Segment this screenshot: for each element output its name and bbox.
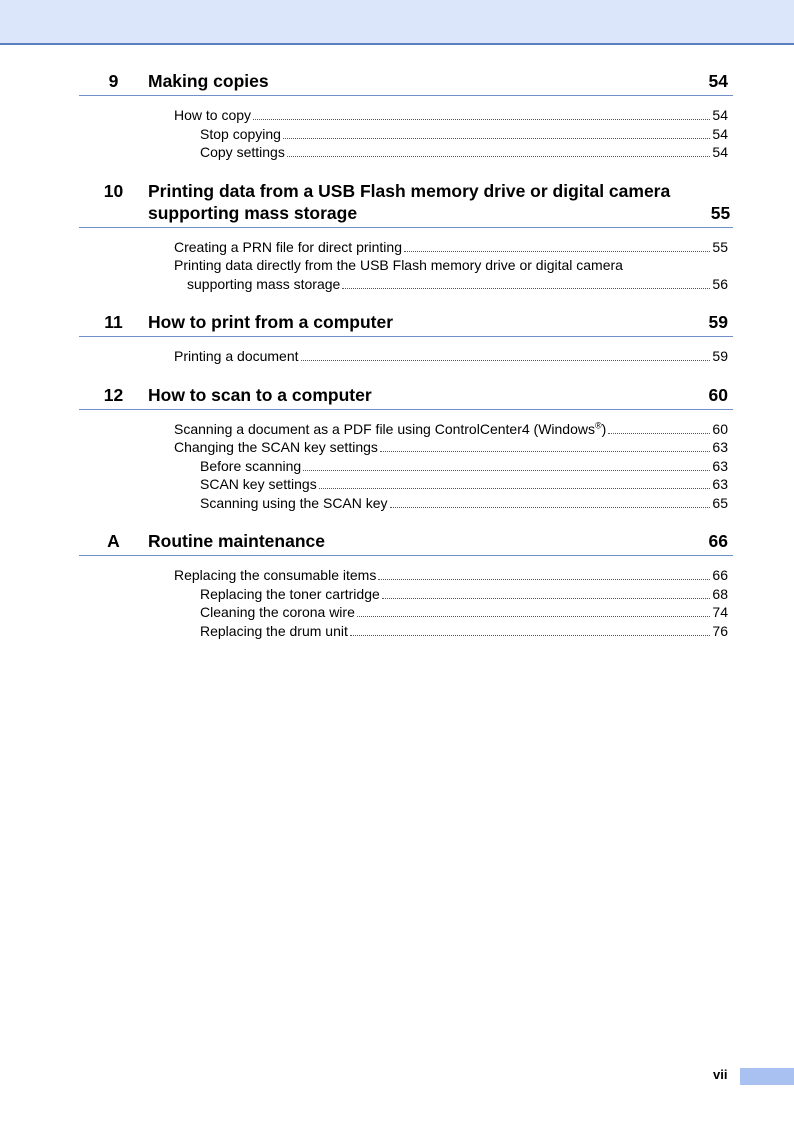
entry-title: Creating a PRN file for direct printing: [174, 238, 402, 255]
chapter-number: 11: [104, 312, 123, 332]
entry-title: Stop copying: [200, 125, 281, 142]
chapter-10: [79, 180, 733, 294]
chapter-number: A: [107, 531, 120, 551]
footer-tab: [740, 1068, 794, 1085]
toc-entry[interactable]: [174, 438, 728, 457]
page-number: vii: [713, 1067, 728, 1082]
chapter-heading[interactable]: [79, 180, 733, 228]
chapter-title-line-2: supporting mass storage: [148, 202, 358, 223]
toc-entry[interactable]: [174, 622, 728, 641]
chapter-11: [79, 311, 733, 366]
toc-entry[interactable]: [174, 603, 728, 622]
entry-title: Replacing the toner cartridge: [200, 585, 380, 602]
toc-entry[interactable]: [174, 143, 728, 162]
toc-entry[interactable]: [174, 106, 728, 125]
chapter-12: [79, 384, 733, 513]
toc-entry[interactable]: [174, 420, 728, 439]
entry-title: SCAN key settings: [200, 476, 317, 492]
dot-leader: [283, 138, 710, 139]
chapter-heading[interactable]: [79, 384, 733, 410]
entry-title: Replacing the consumable items: [174, 567, 377, 583]
dot-leader: [301, 360, 711, 361]
chapter-title: Routine maintenance: [148, 531, 325, 551]
entry-page: 74: [712, 604, 728, 620]
dot-leader: [378, 579, 710, 580]
toc-entry[interactable]: [174, 566, 728, 585]
dot-leader: [404, 251, 710, 252]
entry-title: Before scanning: [200, 457, 302, 474]
chapter-number: 12: [103, 384, 124, 405]
chapter-page: 59: [708, 312, 728, 332]
entry-page: 54: [712, 125, 728, 142]
entry-title-line-1: Printing data directly from the USB Flash memory drive or digital camera: [174, 257, 623, 273]
chapter-page: 55: [710, 202, 731, 223]
chapter-title: How to print from a computer: [148, 312, 393, 332]
entry-page: 60: [712, 420, 728, 437]
dot-leader: [350, 635, 711, 636]
toc-entry[interactable]: [174, 494, 728, 513]
registered-mark: ®: [594, 419, 602, 430]
chapter-9: [79, 70, 733, 162]
toc-entry[interactable]: [174, 256, 728, 293]
entry-title: [174, 420, 606, 439]
chapter-page: 54: [708, 71, 728, 91]
entry-page: 66: [712, 567, 728, 583]
dot-leader: [319, 488, 711, 489]
chapter-title-line-1: Printing data from a USB Flash memory drive or digital camera: [148, 180, 671, 201]
entry-title: Cleaning the corona wire: [200, 604, 355, 620]
entry-title-line-2: supporting mass storage: [187, 275, 341, 292]
entry-page: 59: [712, 348, 728, 364]
chapter-a: [79, 530, 733, 640]
dot-leader: [382, 598, 711, 599]
entry-title: Scanning using the SCAN key: [200, 494, 388, 511]
entry-title-close: ): [601, 420, 607, 437]
toc-entry[interactable]: [174, 238, 728, 257]
header-band: [0, 0, 794, 45]
chapter-heading[interactable]: [79, 311, 733, 337]
dot-leader: [357, 616, 711, 617]
dot-leader: [303, 470, 710, 471]
dot-leader: [390, 507, 711, 508]
chapter-title: Making copies: [148, 71, 269, 91]
entry-title: Copy settings: [200, 144, 285, 160]
entry-page: 63: [712, 439, 728, 455]
toc-entry[interactable]: [174, 585, 728, 604]
chapter-page: 60: [708, 384, 728, 405]
entry-page: 68: [712, 585, 728, 602]
chapter-title: How to scan to a computer: [148, 384, 372, 405]
toc-entry[interactable]: [174, 347, 728, 366]
chapter-title: [148, 180, 670, 224]
entry-page: 54: [712, 107, 728, 123]
toc-entry[interactable]: [174, 125, 728, 144]
toc-entry[interactable]: [174, 475, 728, 494]
entry-page: 63: [712, 457, 728, 474]
chapter-page: 66: [708, 531, 728, 551]
entry-title-text: Scanning a document as a PDF file using ControlCenter4 (Windows: [174, 420, 595, 437]
entry-title: Changing the SCAN key settings: [174, 439, 378, 455]
table-of-contents: [79, 70, 733, 658]
dot-leader: [380, 451, 711, 452]
chapter-heading[interactable]: [79, 70, 733, 96]
entry-page: 54: [712, 144, 728, 160]
dot-leader: [253, 119, 710, 120]
entry-title: Printing a document: [174, 348, 299, 364]
dot-leader: [608, 433, 710, 434]
chapter-heading[interactable]: [79, 530, 733, 556]
entry-page: 56: [712, 275, 728, 292]
entry-page: 55: [712, 238, 728, 255]
dot-leader: [342, 288, 710, 289]
entry-page: 65: [712, 494, 728, 511]
chapter-number: 9: [108, 71, 119, 91]
entry-title: Replacing the drum unit: [200, 622, 348, 639]
entry-title: How to copy: [174, 107, 252, 123]
entry-page: 63: [712, 476, 728, 492]
toc-entry[interactable]: [174, 457, 728, 476]
entry-page: 76: [712, 622, 728, 639]
dot-leader: [287, 156, 711, 157]
chapter-number: 10: [103, 180, 124, 201]
